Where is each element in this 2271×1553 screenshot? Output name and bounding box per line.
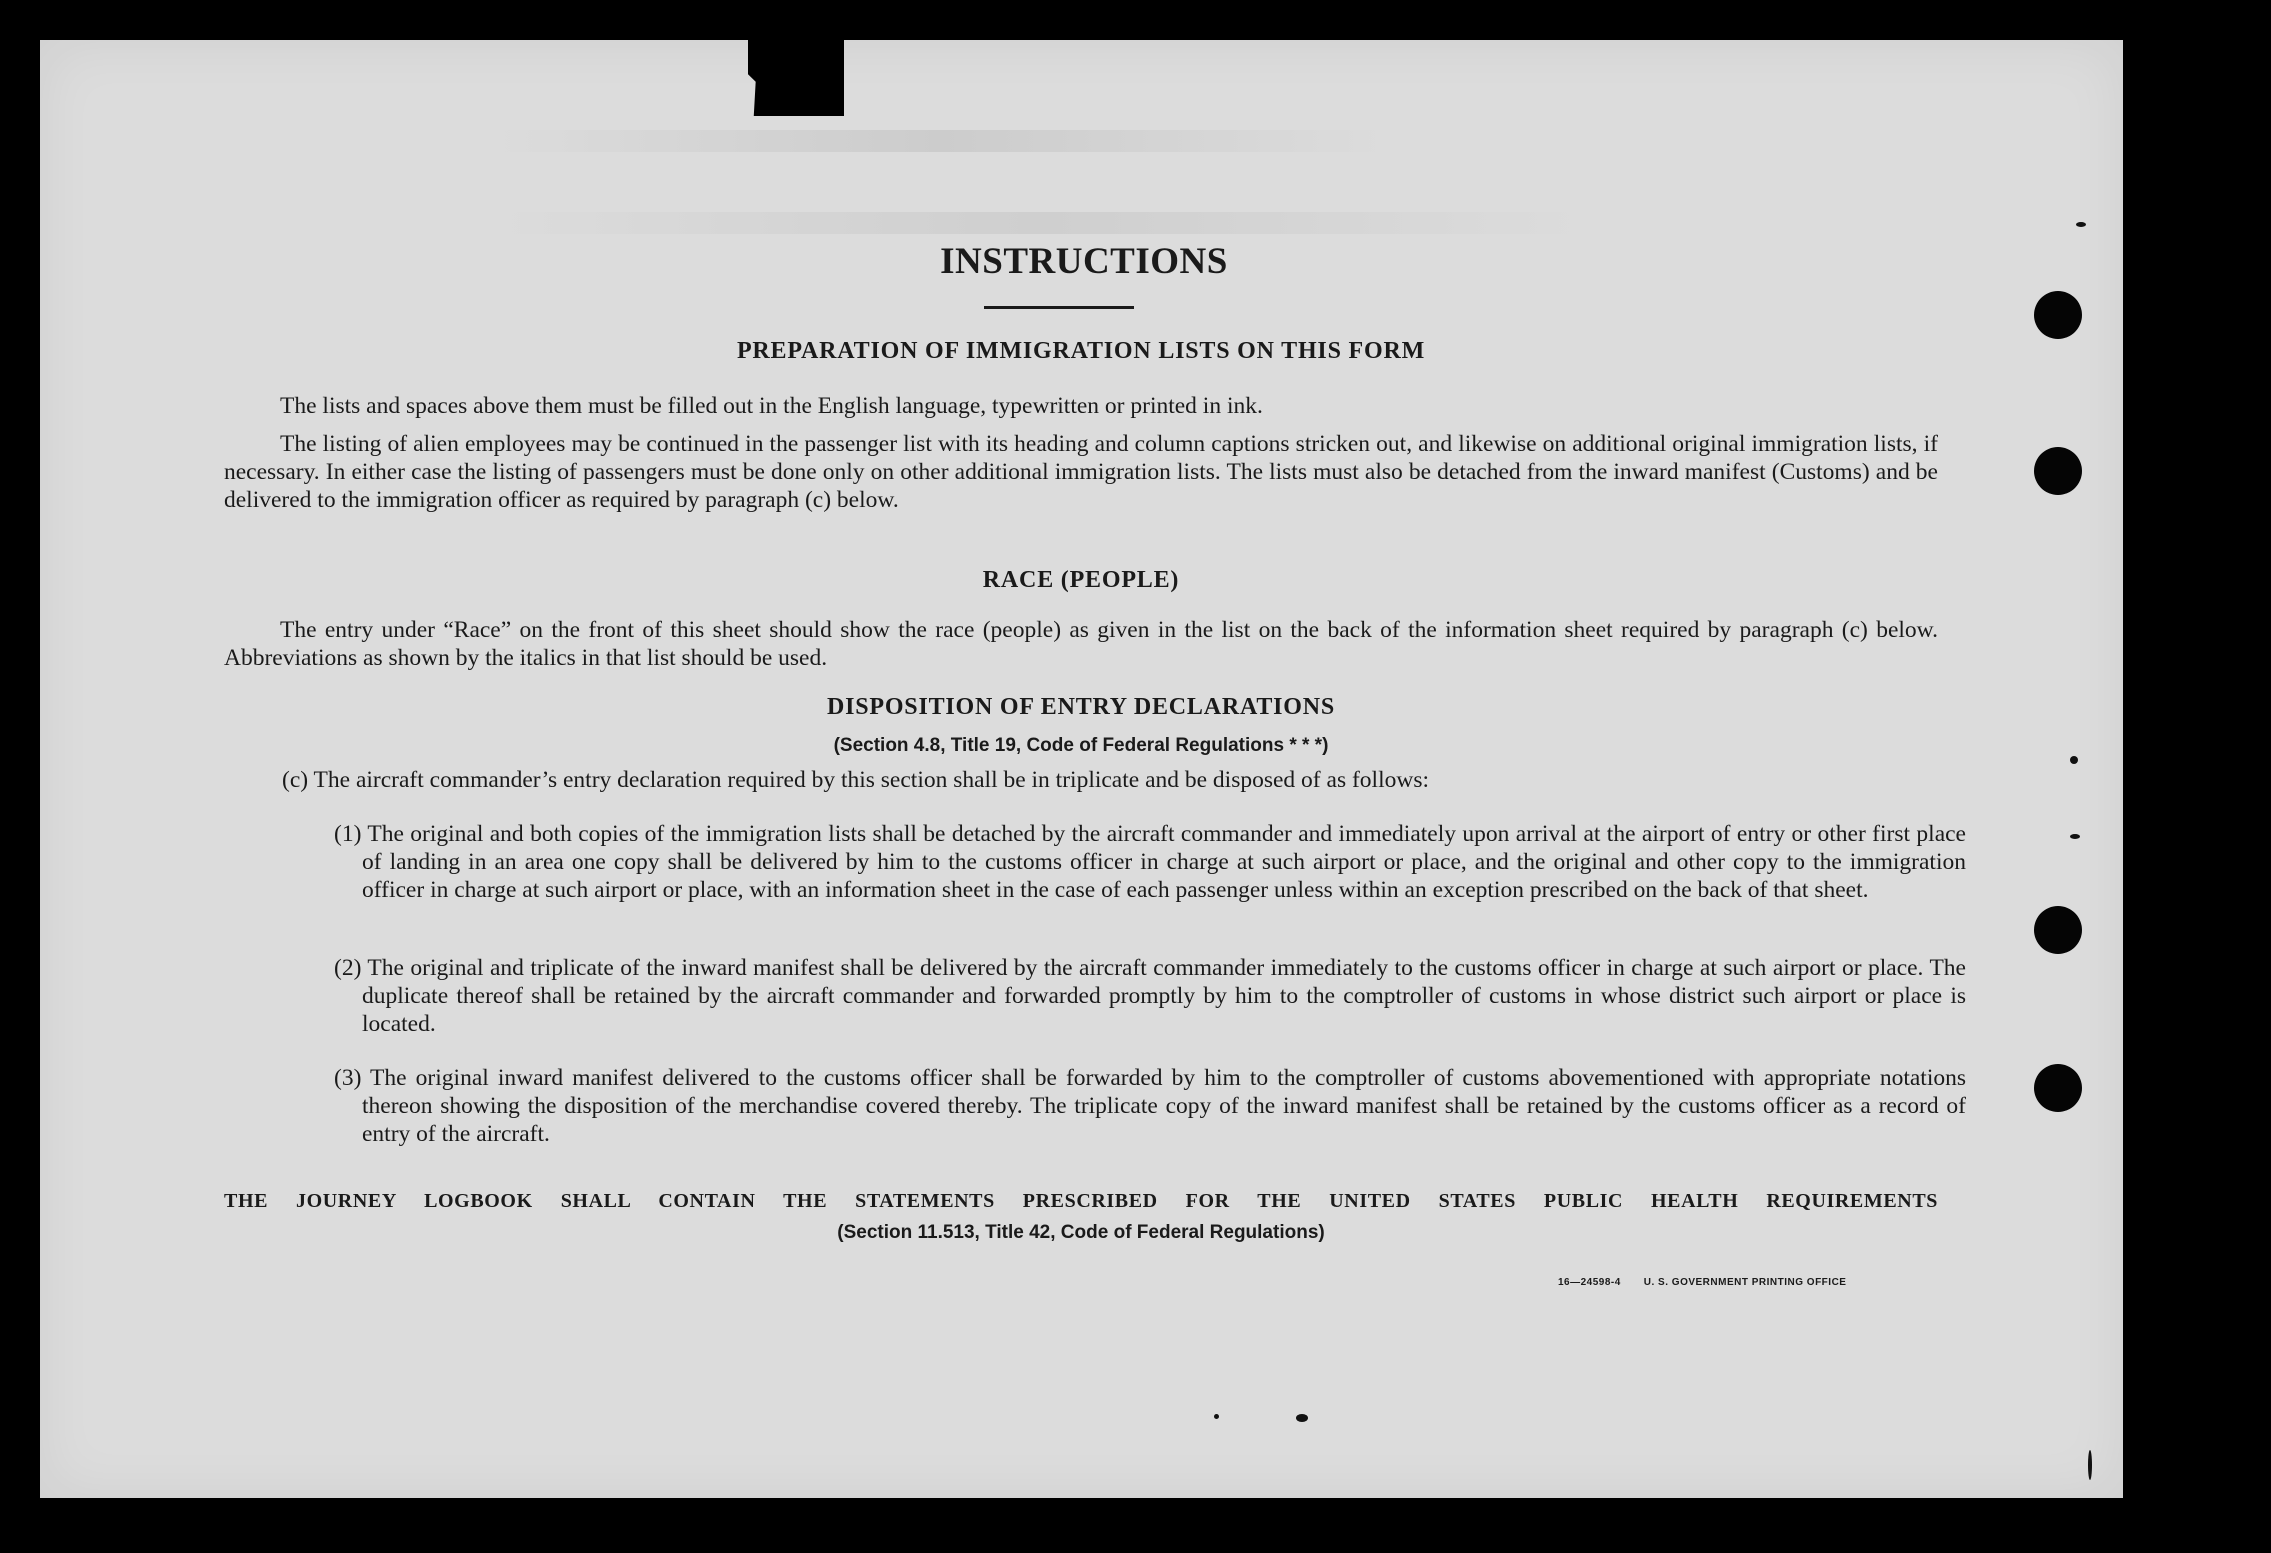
bleed-through-text	[490, 212, 1590, 234]
preparation-heading: PREPARATION OF IMMIGRATION LISTS ON THIS FORM	[736, 338, 1426, 364]
torn-notch	[748, 40, 844, 116]
disposition-heading: DISPOSITION OF ENTRY DECLARATIONS	[826, 694, 1336, 720]
speck	[2076, 222, 2086, 227]
speck	[2088, 1450, 2092, 1480]
speck	[1214, 1414, 1219, 1419]
print-code: 16—24598-4	[1558, 1277, 1621, 1288]
printing-office-imprint	[1558, 1277, 1846, 1288]
bleed-through-text	[490, 130, 1390, 152]
punch-hole	[2034, 906, 2082, 954]
page-title: INSTRUCTIONS	[940, 241, 1228, 282]
speck	[2070, 834, 2080, 839]
race-heading: RACE (PEOPLE)	[982, 567, 1180, 593]
disposition-citation: (Section 4.8, Title 19, Code of Federal Regulations * * *)	[833, 735, 1329, 756]
speck	[2070, 756, 2078, 764]
disposition-item-2: (2) The original and triplicate of the inward manifest shall be delivered by the aircraft commander immediately to the customs officer in charge at such airport or place. The duplicate thereof shall be retained by the aircraft commander and forwarded promptly by him to the comptroller of customs in whose district such airport or place is located.	[334, 955, 1966, 1037]
race-paragraph: The entry under “Race” on the front of this sheet should show the race (people) as given in the list on the back of the information sheet required by paragraph (c) below. Abbreviations as shown by the italics in that list should be used.	[224, 617, 1938, 671]
title-divider	[984, 306, 1134, 309]
speck	[1296, 1414, 1308, 1422]
punch-hole	[2034, 1064, 2082, 1112]
punch-hole	[2034, 447, 2082, 495]
disposition-intro: (c) The aircraft commander’s entry declaration required by this section shall be in triplicate and be disposed of as follows:	[282, 767, 1429, 793]
preparation-paragraph-1: The lists and spaces above them must be filled out in the English language, typewritten or printed in ink.	[280, 393, 1263, 419]
preparation-paragraph-2: The listing of alien employees may be continued in the passenger list with its heading and column captions stricken out, and likewise on additional original immigration lists, if necessary. In either case the listing of passengers must be done only on other additional immigration lists. The lists must also be detached from the inward manifest (Customs) and be delivered to the immigration officer as required by paragraph (c) below.	[224, 431, 1938, 513]
disposition-item-3: (3) The original inward manifest delivered to the customs officer shall be forwarded by him to the comptroller of customs abovementioned with appropriate notations thereon showing the disposition of the merchandise covered thereby. The triplicate copy of the inward manifest shall be retained by the customs officer as a record of entry of the aircraft.	[334, 1065, 1966, 1147]
public-health-statement: THE JOURNEY LOGBOOK SHALL CONTAIN THE STATEMENTS PRESCRIBED FOR THE UNITED STATES PUBLIC HEALTH REQUIREMENTS	[224, 1190, 1938, 1212]
disposition-item-1: (1) The original and both copies of the immigration lists shall be detached by the aircraft commander and immediately upon arrival at the airport of entry or other first place of landing in an area one copy shall be delivered by him to the customs officer in charge at such airport or place, and the original and other copy to the immigration officer in charge at such airport or place, with an information sheet in the case of each passenger unless within an exception prescribed on the back of that sheet.	[334, 821, 1966, 903]
punch-hole	[2034, 291, 2082, 339]
printer-name: U. S. GOVERNMENT PRINTING OFFICE	[1643, 1277, 1847, 1288]
public-health-citation: (Section 11.513, Title 42, Code of Federal Regulations)	[837, 1222, 1325, 1243]
